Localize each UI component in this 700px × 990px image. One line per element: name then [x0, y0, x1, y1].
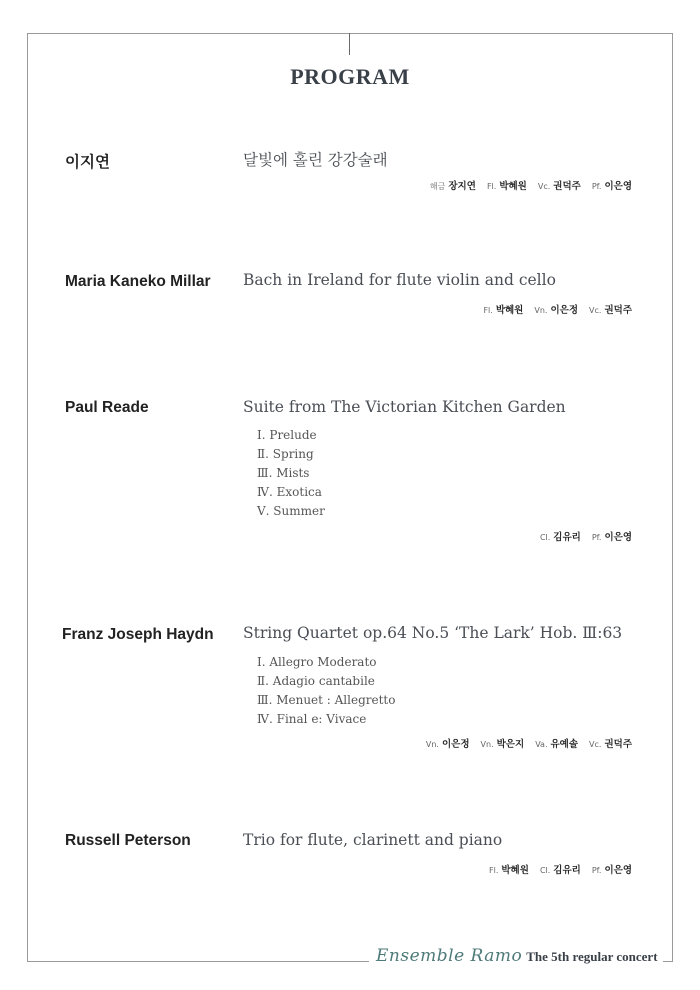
movement: Ⅱ. Spring [257, 447, 314, 461]
movement: Ⅲ. Menuet : Allegretto [257, 693, 396, 707]
instrument: Vn. [480, 740, 494, 749]
movement: Ⅰ. Prelude [257, 428, 317, 442]
frame-bottom-line [27, 961, 369, 962]
performer-list [489, 862, 632, 876]
composer-name: 이지연 [65, 154, 110, 171]
movement: Ⅰ. Allegro Moderato [257, 655, 377, 669]
concert-subtitle: The 5th regular concert [526, 949, 658, 964]
performer-name: 장지연 [448, 181, 476, 192]
performer-name: 이은영 [604, 532, 632, 543]
instrument: Cl. [539, 533, 551, 542]
ensemble-logo: Ensemble Ramo [376, 946, 523, 966]
performer-name: 이은정 [441, 739, 470, 750]
performer [487, 181, 535, 192]
performer-name: 유예솔 [550, 739, 579, 750]
instrument: Fl. [483, 306, 493, 315]
composer-name: Franz Joseph Haydn [62, 626, 214, 643]
movement: Ⅲ. Mists [257, 466, 310, 480]
performer [589, 305, 632, 316]
work-title: 달빛에 홀린 강강술래 [243, 151, 388, 169]
performer [426, 739, 478, 750]
instrument: Pf. [591, 533, 602, 542]
performer-name: 권덕주 [604, 739, 632, 750]
performer-name: 이은영 [604, 181, 632, 192]
movement: Ⅱ. Adagio cantabile [257, 674, 375, 688]
movement-list [257, 653, 395, 729]
performer-name: 박혜원 [501, 865, 529, 876]
performer-list [426, 736, 632, 750]
page-frame [27, 33, 673, 962]
instrument: Vc. [589, 306, 602, 315]
instrument: Pf. [591, 182, 602, 191]
frame-bottom-line-end [663, 961, 673, 962]
performer-list [430, 178, 632, 192]
performer [483, 305, 531, 316]
composer-name: Paul Reade [65, 399, 149, 416]
performer [592, 181, 632, 192]
performer-name: 김유리 [553, 532, 581, 543]
top-divider-tick [349, 33, 350, 55]
movement: Ⅳ. Final e: Vivace [257, 712, 367, 726]
performer [430, 181, 484, 192]
instrument: Vn. [425, 740, 439, 749]
performer [592, 532, 632, 543]
instrument: Cl. [539, 866, 551, 875]
performer [538, 181, 589, 192]
work-title: String Quartet op.64 No.5 ‘The Lark’ Hob. Ⅲ:63 [243, 624, 623, 642]
performer [540, 532, 589, 543]
instrument: Fl. [489, 866, 499, 875]
movement: Ⅴ. Summer [257, 504, 325, 518]
instrument: Va. [535, 740, 548, 749]
instrument: Pf. [591, 866, 602, 875]
performer [489, 865, 537, 876]
performer [481, 739, 533, 750]
work-title: Trio for flute, clarinett and piano [243, 831, 503, 849]
performer-name: 김유리 [553, 865, 581, 876]
work-title: Suite from The Victorian Kitchen Garden [243, 398, 566, 416]
composer-name: Maria Kaneko Millar [65, 273, 211, 290]
performer-name: 권덕주 [553, 181, 581, 192]
performer-list [483, 302, 632, 316]
performer-name: 권덕주 [604, 305, 632, 316]
performer-name: 박혜원 [495, 305, 524, 316]
composer-name: Russell Peterson [65, 832, 191, 849]
performer-name: 이은정 [550, 305, 579, 316]
performer-list [540, 529, 632, 543]
performer-name: 이은영 [604, 865, 632, 876]
performer [540, 865, 589, 876]
page-title: PROGRAM [290, 64, 410, 89]
performer [535, 739, 586, 750]
performer-name: 박혜원 [499, 181, 527, 192]
movement-list [257, 426, 325, 521]
performer [592, 865, 632, 876]
instrument: Vc. [589, 740, 602, 749]
performer [534, 305, 586, 316]
instrument: 해금 [429, 182, 446, 191]
movement: Ⅳ. Exotica [257, 485, 322, 499]
work-title: Bach in Ireland for flute violin and cello [243, 271, 556, 289]
instrument: Vc. [537, 182, 551, 191]
footer [376, 946, 658, 966]
instrument: Fl. [486, 182, 497, 191]
performer-name: 박은지 [496, 739, 525, 750]
performer [589, 739, 632, 750]
instrument: Vn. [534, 306, 548, 315]
